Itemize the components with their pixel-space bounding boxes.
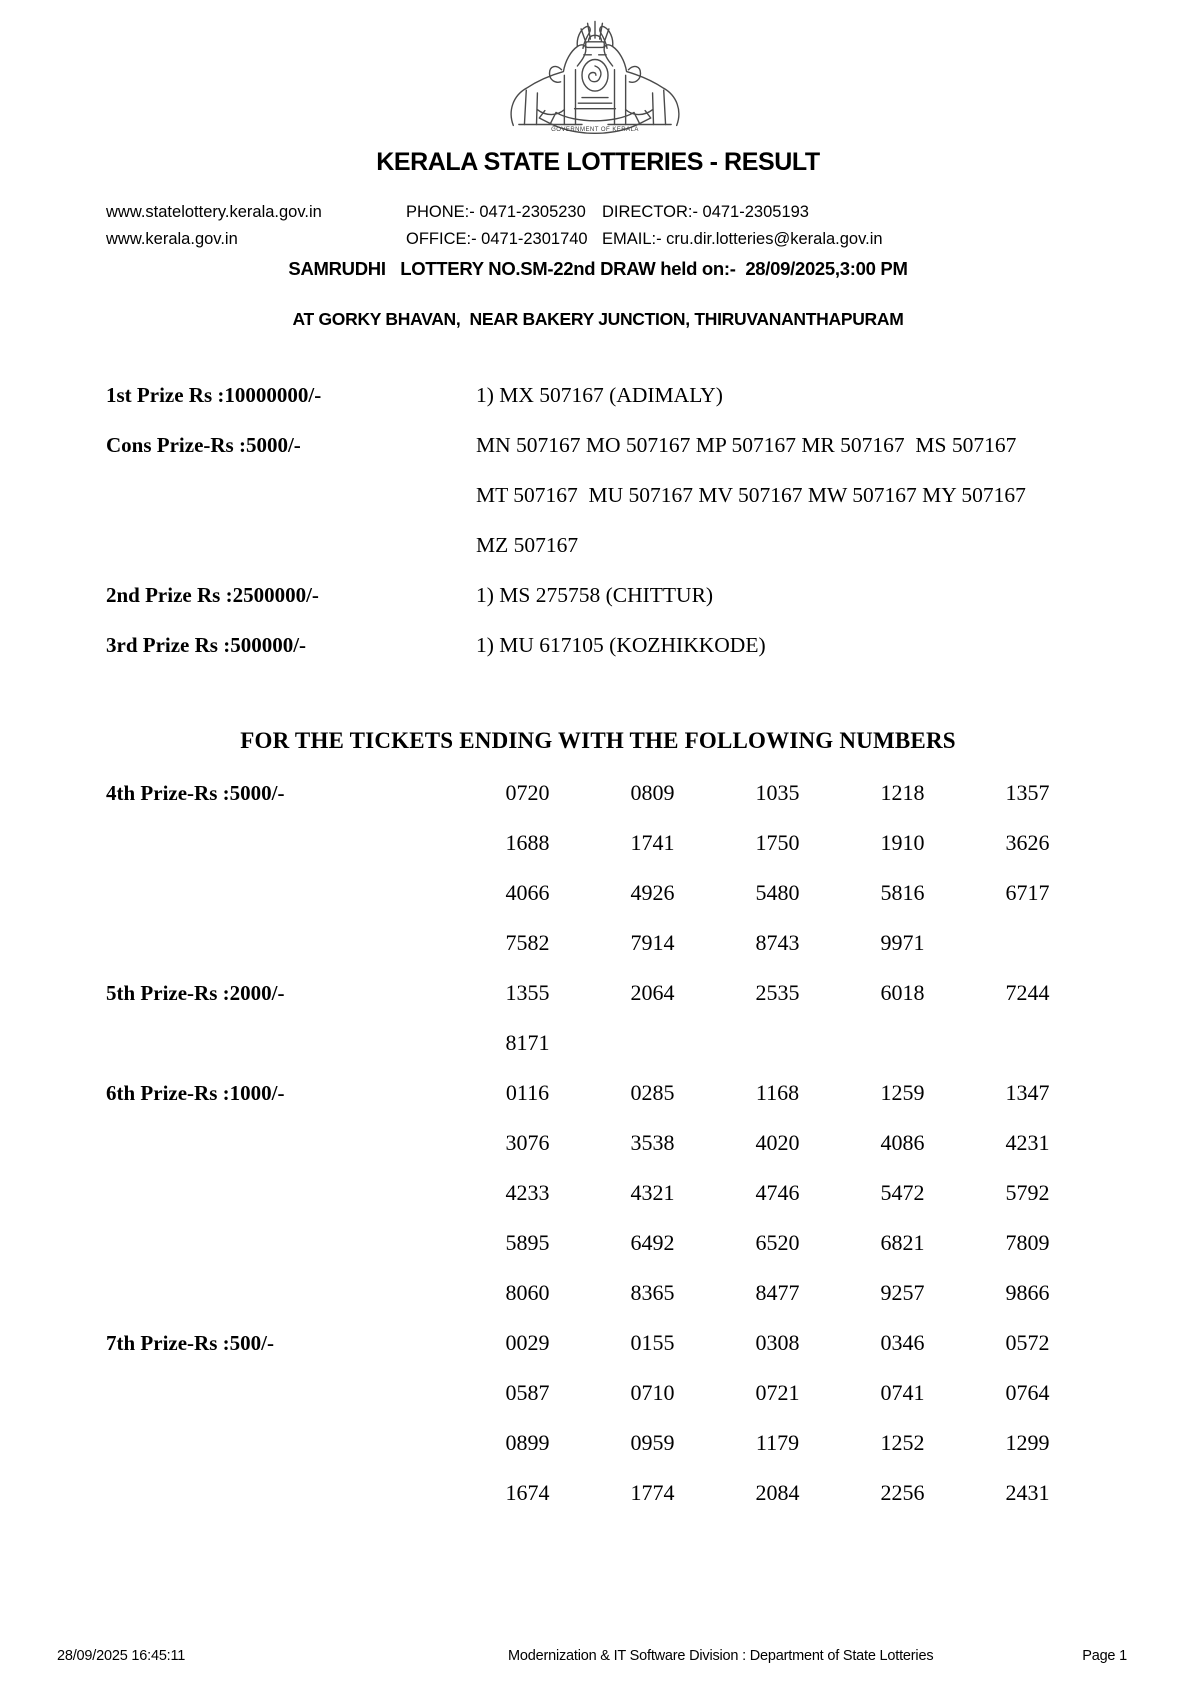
ending-number: 1750 xyxy=(755,830,800,855)
ending-number: 2431 xyxy=(1005,1480,1050,1505)
ending-number: 7244 xyxy=(1005,980,1050,1005)
prize-value-line: MN 507167 MO 507167 MP 507167 MR 507167 MS 507167 xyxy=(476,433,1017,457)
ending-number: 6520 xyxy=(755,1230,800,1255)
prize-values xyxy=(476,620,1090,670)
ending-number: 1259 xyxy=(880,1080,925,1105)
ending-number-row xyxy=(465,1418,1090,1468)
prize-label: 5th Prize-Rs :2000/- xyxy=(106,981,285,1005)
ending-number: 1688 xyxy=(505,830,550,855)
ending-number: 5792 xyxy=(1005,1180,1050,1205)
ending-number: 0116 xyxy=(505,1080,550,1105)
prize-values xyxy=(476,370,1090,420)
emblem-banner-text: GOVERNMENT OF KERALA xyxy=(551,127,639,133)
draw-title: SAMRUDHI LOTTERY NO.SM-22nd DRAW held on:- 28/09/2025,3:00 PM xyxy=(288,258,908,279)
ending-prizes-section xyxy=(106,768,1090,1518)
ending-number: 4086 xyxy=(880,1130,925,1155)
ending-number: 1035 xyxy=(755,780,800,805)
ending-number-row xyxy=(465,1168,1090,1218)
document-content xyxy=(0,148,1190,1518)
ending-number: 1179 xyxy=(755,1430,800,1455)
ending-number: 0959 xyxy=(630,1430,675,1455)
ending-number: 4233 xyxy=(505,1180,550,1205)
prize-label: 1st Prize Rs :10000000/- xyxy=(106,383,322,407)
ending-number: 4926 xyxy=(630,880,675,905)
prize-label: 7th Prize-Rs :500/- xyxy=(106,1331,274,1355)
ending-number-row xyxy=(465,1118,1090,1168)
ending-number: 8743 xyxy=(755,930,800,955)
ending-number-rows xyxy=(465,968,1090,1068)
ending-number: 1910 xyxy=(880,830,925,855)
ending-number: 6018 xyxy=(880,980,925,1005)
ending-number: 0308 xyxy=(755,1330,800,1355)
prize-label: 3rd Prize Rs :500000/- xyxy=(106,633,307,657)
ending-number: 9866 xyxy=(1005,1280,1050,1305)
ending-number: 4321 xyxy=(630,1180,675,1205)
prize-row xyxy=(106,420,1090,570)
ending-number: 0029 xyxy=(505,1330,550,1355)
ending-number-row xyxy=(465,768,1090,818)
ending-number: 0741 xyxy=(880,1380,925,1405)
office-number: OFFICE:- 0471-2301740 xyxy=(406,230,588,248)
ending-number: 5480 xyxy=(755,880,800,905)
ending-number-row xyxy=(465,968,1090,1018)
ending-number: 8060 xyxy=(505,1280,550,1305)
ending-number: 0572 xyxy=(1005,1330,1050,1355)
ending-number-row xyxy=(465,1068,1090,1118)
ending-number-rows xyxy=(465,1068,1090,1318)
ending-number: 3538 xyxy=(630,1130,675,1155)
ending-prize-row xyxy=(106,1318,1090,1518)
ending-number: 3076 xyxy=(505,1130,550,1155)
ending-number: 4231 xyxy=(1005,1130,1050,1155)
ending-number: 0764 xyxy=(1005,1380,1050,1405)
ending-number: 1168 xyxy=(755,1080,800,1105)
ending-number: 0587 xyxy=(505,1380,550,1405)
ending-number-row xyxy=(465,1218,1090,1268)
prize-value-line: 1) MX 507167 (ADIMALY) xyxy=(476,383,723,407)
prize-label: 6th Prize-Rs :1000/- xyxy=(106,1081,285,1105)
ending-number: 0155 xyxy=(630,1330,675,1355)
ending-number: 7809 xyxy=(1005,1230,1050,1255)
draw-venue: AT GORKY BHAVAN, NEAR BAKERY JUNCTION, THIRUVANANTHAPURAM xyxy=(292,309,904,329)
ending-number: 4066 xyxy=(505,880,550,905)
footer-datetime: 28/09/2025 16:45:11 xyxy=(57,1648,186,1664)
ending-number: 2256 xyxy=(880,1480,925,1505)
ending-number-row xyxy=(465,1368,1090,1418)
ending-number: 0720 xyxy=(505,780,550,805)
ending-number: 1741 xyxy=(630,830,675,855)
ending-number: 0899 xyxy=(505,1430,550,1455)
ending-number: 5816 xyxy=(880,880,925,905)
prize-values xyxy=(476,570,1090,620)
page-footer xyxy=(0,1648,1190,1668)
ending-number: 3626 xyxy=(1005,830,1050,855)
page-title: KERALA STATE LOTTERIES - RESULT xyxy=(376,148,820,176)
prize-label: Cons Prize-Rs :5000/- xyxy=(106,433,301,457)
ending-number: 7582 xyxy=(505,930,550,955)
prize-value-line: MT 507167 MU 507167 MV 507167 MW 507167 MY 507167 xyxy=(476,483,1026,507)
director-number: DIRECTOR:- 0471-2305193 xyxy=(602,203,809,221)
ending-number: 2064 xyxy=(630,980,675,1005)
ending-numbers-heading: FOR THE TICKETS ENDING WITH THE FOLLOWING NUMBERS xyxy=(240,728,956,753)
ending-number: 9257 xyxy=(880,1280,925,1305)
ending-number-row xyxy=(465,1468,1090,1518)
top-prizes-section xyxy=(106,370,1090,670)
ending-number-row xyxy=(465,1018,1090,1068)
ending-number: 0710 xyxy=(630,1380,675,1405)
prize-row xyxy=(106,370,1090,420)
ending-number: 9971 xyxy=(880,930,925,955)
ending-number: 6492 xyxy=(630,1230,675,1255)
prize-row xyxy=(106,620,1090,670)
phone-number: PHONE:- 0471-2305230 xyxy=(406,203,586,221)
ending-number: 8477 xyxy=(755,1280,800,1305)
ending-number: 1218 xyxy=(880,780,925,805)
ending-number-row xyxy=(465,868,1090,918)
ending-number-row xyxy=(465,1318,1090,1368)
ending-number-row xyxy=(465,818,1090,868)
emblem-container xyxy=(0,0,1190,138)
footer-page-number: Page 1 xyxy=(1082,1648,1127,1664)
ending-prize-row xyxy=(106,1068,1090,1318)
prize-value-line: MZ 507167 xyxy=(476,533,579,557)
ending-number: 2535 xyxy=(755,980,800,1005)
ending-number: 1674 xyxy=(505,1480,550,1505)
ending-number: 0721 xyxy=(755,1380,800,1405)
ending-number: 6821 xyxy=(880,1230,925,1255)
ending-number: 4746 xyxy=(755,1180,800,1205)
ending-number: 8171 xyxy=(505,1030,550,1055)
ending-number: 6717 xyxy=(1005,880,1050,905)
prize-values xyxy=(476,420,1090,570)
ending-number: 1299 xyxy=(1005,1430,1050,1455)
ending-number: 0285 xyxy=(630,1080,675,1105)
ending-number: 5895 xyxy=(505,1230,550,1255)
ending-number: 0809 xyxy=(630,780,675,805)
ending-number: 8365 xyxy=(630,1280,675,1305)
ending-number: 2084 xyxy=(755,1480,800,1505)
ending-number: 7914 xyxy=(630,930,675,955)
ending-prize-row xyxy=(106,968,1090,1068)
prize-row xyxy=(106,570,1090,620)
ending-number-row xyxy=(465,1268,1090,1318)
prize-label: 4th Prize-Rs :5000/- xyxy=(106,781,285,805)
ending-number: 1252 xyxy=(880,1430,925,1455)
ending-number: 1347 xyxy=(1005,1080,1050,1105)
ending-number: 4020 xyxy=(755,1130,800,1155)
footer-division: Modernization & IT Software Division : Department of State Lotteries xyxy=(508,1648,934,1664)
ending-prize-row xyxy=(106,768,1090,968)
ending-number: 0346 xyxy=(880,1330,925,1355)
ending-number-rows xyxy=(465,768,1090,968)
contact-block xyxy=(106,203,1090,249)
email-address: EMAIL:- cru.dir.lotteries@kerala.gov.in xyxy=(602,230,883,248)
website-url-2: www.kerala.gov.in xyxy=(106,230,238,248)
website-url-1: www.statelottery.kerala.gov.in xyxy=(106,203,322,221)
prize-value-line: 1) MS 275758 (CHITTUR) xyxy=(476,583,714,607)
ending-number: 1774 xyxy=(630,1480,675,1505)
kerala-government-emblem-icon xyxy=(501,14,689,144)
ending-number: 1355 xyxy=(505,980,550,1005)
ending-number: 1357 xyxy=(1005,780,1050,805)
prize-label: 2nd Prize Rs :2500000/- xyxy=(106,583,319,607)
ending-number-row xyxy=(465,918,1090,968)
ending-number-rows xyxy=(465,1318,1090,1518)
ending-number: 5472 xyxy=(880,1180,925,1205)
prize-value-line: 1) MU 617105 (KOZHIKKODE) xyxy=(476,633,766,657)
